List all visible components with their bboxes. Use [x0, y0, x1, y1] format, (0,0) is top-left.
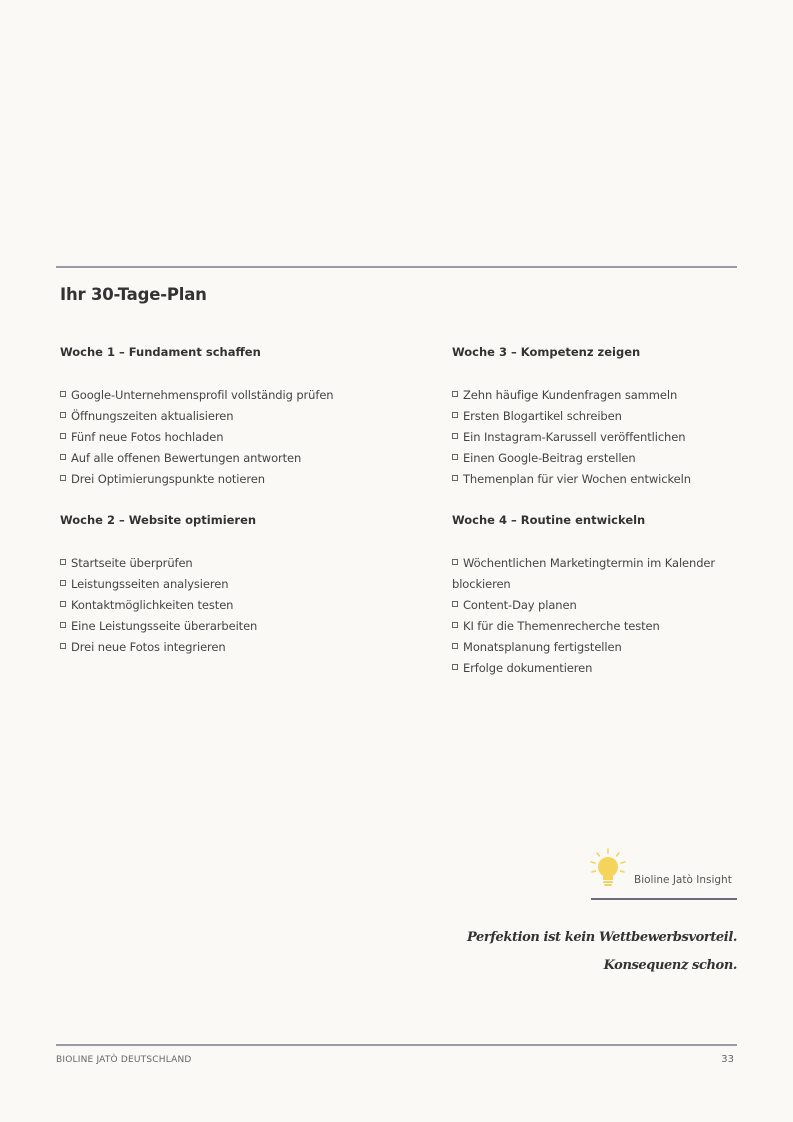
week-block-2 — [60, 511, 360, 658]
checkbox-icon — [452, 643, 458, 649]
checkbox-icon — [60, 580, 66, 586]
checkbox-icon — [60, 601, 66, 607]
checkbox-icon — [452, 622, 458, 628]
week-heading: Woche 4 – Routine entwickeln — [452, 513, 646, 527]
task-item: Monatsplanung fertigstellen — [452, 637, 744, 658]
insight-label: Bioline Jatò Insight — [634, 874, 732, 886]
checkbox-icon — [452, 391, 458, 397]
checkbox-icon — [60, 391, 66, 397]
task-item: Auf alle offenen Bewertungen antworten — [60, 448, 360, 469]
checkbox-icon — [60, 433, 66, 439]
checkbox-icon — [452, 475, 458, 481]
task-item: Einen Google-Beitrag erstellen — [452, 448, 744, 469]
task-item: Google-Unternehmensprofil vollständig prüfen — [60, 385, 360, 406]
task-item: Leistungsseiten analysieren — [60, 574, 360, 595]
checkbox-icon — [60, 475, 66, 481]
checkbox-icon — [60, 559, 66, 565]
task-item: Ersten Blogartikel schreiben — [452, 406, 744, 427]
checkbox-icon — [452, 664, 458, 670]
task-list — [60, 553, 360, 658]
task-item: Content-Day planen — [452, 595, 744, 616]
checkbox-icon — [452, 412, 458, 418]
footer-brand: BIOLINE JATÒ DEUTSCHLAND — [56, 1055, 192, 1065]
task-item: Kontaktmöglichkeiten testen — [60, 595, 360, 616]
checkbox-icon — [452, 601, 458, 607]
footer-divider — [56, 1044, 737, 1046]
checkbox-icon — [452, 559, 458, 565]
week-heading: Woche 2 – Website optimieren — [60, 513, 257, 527]
task-list — [452, 385, 744, 490]
task-item: Öffnungszeiten aktualisieren — [60, 406, 360, 427]
checkbox-icon — [452, 454, 458, 460]
checkbox-icon — [60, 412, 66, 418]
page-number: 33 — [721, 1054, 734, 1065]
quote-line: Perfektion ist kein Wettbewerbsvorteil. — [466, 930, 737, 945]
task-list — [452, 553, 744, 679]
lightbulb-icon — [588, 848, 628, 890]
task-item: Ein Instagram-Karussell veröffentlichen — [452, 427, 744, 448]
week-block-4 — [452, 511, 744, 679]
task-item: Zehn häufige Kundenfragen sammeln — [452, 385, 744, 406]
checkbox-icon — [60, 622, 66, 628]
task-item: Startseite überprüfen — [60, 553, 360, 574]
checkbox-icon — [60, 454, 66, 460]
page-title: Ihr 30-Tage-Plan — [60, 285, 207, 304]
checkbox-icon — [60, 643, 66, 649]
week-block-1 — [60, 343, 360, 490]
insight-divider — [591, 898, 737, 900]
top-divider — [56, 266, 737, 268]
task-item: Eine Leistungsseite überarbeiten — [60, 616, 360, 637]
task-list — [60, 385, 360, 490]
task-item: Erfolge dokumentieren — [452, 658, 744, 679]
week-heading: Woche 1 – Fundament schaffen — [60, 345, 261, 359]
insight-badge — [588, 848, 738, 900]
task-item: Fünf neue Fotos hochladen — [60, 427, 360, 448]
task-item: Drei neue Fotos integrieren — [60, 637, 360, 658]
week-block-3 — [452, 343, 744, 490]
quote-line: Konsequenz schon. — [603, 958, 737, 973]
task-item: Themenplan für vier Wochen entwickeln — [452, 469, 744, 490]
week-heading: Woche 3 – Kompetenz zeigen — [452, 345, 641, 359]
task-item: Wöchentlichen Marketingtermin im Kalender blockieren — [452, 556, 716, 591]
task-item: KI für die Themenrecherche testen — [452, 616, 744, 637]
quote — [467, 924, 737, 980]
plan-column-right — [452, 343, 744, 700]
plan-column-left — [60, 343, 360, 679]
task-item: Drei Optimierungspunkte notieren — [60, 469, 360, 490]
checkbox-icon — [452, 433, 458, 439]
